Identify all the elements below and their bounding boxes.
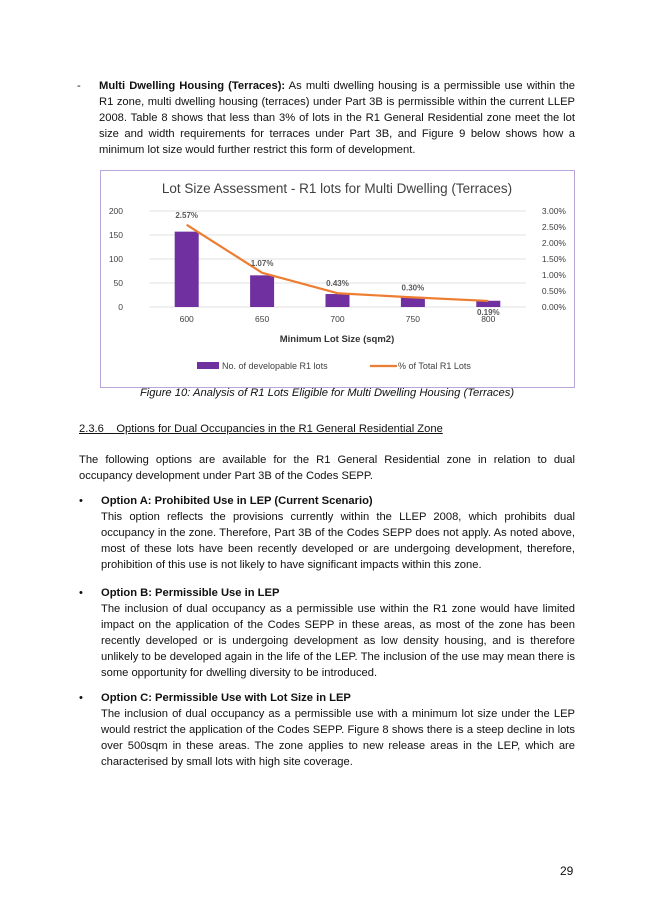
y-right-tick-label: 2.50% (541, 222, 566, 232)
x-axis-title: Minimum Lot Size (sqm2) (279, 334, 395, 345)
intro-paragraph: The following options are available for the R1 General Residential zone in relation to dual occupancy development under Part 3B of the Codes SEPP. (79, 454, 575, 482)
y-right-tick-label: 0.50% (541, 286, 566, 296)
chart-legend (197, 361, 471, 371)
chart-title: Lot Size Assessment - R1 lots for Multi Dwelling (Terraces) (161, 181, 513, 196)
dash-marker: - (77, 80, 81, 92)
option-a-body: This option reflects the provisions currently within the LLEP 2008, which prohibits dual occupancy in the zone. Therefore, Part 3B of the Codes SEPP does not apply. As noted above, most of these lots have been recently developed or are undergoing development, therefore, prohibition of this use is not likely to have significant impacts within this zone. (101, 511, 575, 571)
y-left-tick-label: 100 (108, 254, 123, 264)
y-right-tick-label: 2.00% (541, 238, 566, 248)
data-label: 2.57% (175, 210, 199, 220)
legend-line-label: % of Total R1 Lots (398, 361, 471, 371)
x-tick-label: 800 (481, 314, 496, 324)
chart-svg (101, 171, 574, 387)
x-tick-label: 750 (405, 314, 420, 324)
legend-bar-label: No. of developable R1 lots (222, 361, 328, 371)
y-left-tick-label: 50 (113, 278, 123, 288)
data-label: 0.30% (401, 283, 425, 293)
multi-dwelling-text: As multi dwelling housing is a permissible use within the R1 zone, multi dwelling housing (terraces) under Part 3B is permissible within the current LLEP 2008. Table 8 shows that less than 3% of lots in the R1 General Residential zone meet the lot size and width requirements for terraces under Part 3B, and Figure 9 below shows how a minimum lot size would further restrict this form of development. (99, 80, 576, 156)
option-c-title: Option C: Permissible Use with Lot Size in LEP (101, 692, 351, 704)
section-number: 2.3.6 (79, 423, 104, 435)
legend-bar-swatch (197, 362, 219, 369)
multi-dwelling-body (99, 78, 575, 158)
bullet-marker: • (79, 587, 83, 599)
y-right-tick-label: 3.00% (541, 206, 566, 216)
bar (326, 294, 350, 307)
data-label: 1.07% (250, 258, 274, 268)
data-label: 0.43% (326, 279, 349, 289)
bullet-marker: • (79, 495, 83, 507)
x-tick-label: 650 (255, 314, 270, 324)
bar (476, 301, 500, 307)
figure-caption: Figure 10: Analysis of R1 Lots Eligible for Multi Dwelling Housing (Terraces) (139, 387, 515, 399)
multi-dwelling-heading: Multi Dwelling Housing (Terraces): (99, 80, 286, 92)
percent-line (187, 225, 489, 301)
option-b-title: Option B: Permissible Use in LEP (101, 587, 280, 599)
option-a-title: Option A: Prohibited Use in LEP (Current Scenario) (101, 495, 373, 507)
section-title: Options for Dual Occupancies in the R1 General Residential Zone (116, 423, 443, 435)
x-tick-label: 600 (179, 314, 194, 324)
x-tick-label: 700 (330, 314, 345, 324)
y-right-tick-label: 0.00% (541, 302, 566, 312)
lot-size-chart (100, 170, 575, 388)
y-left-tick-label: 200 (108, 206, 123, 216)
page-number: 29 (560, 864, 574, 878)
y-left-tick-label: 150 (108, 230, 123, 240)
bar (175, 232, 199, 307)
option-c-body: The inclusion of dual occupancy as a permissible use with a minimum lot size under the LEP would restrict the application of the Codes SEPP. Figure 8 shows there is a steep decline in lots over 500sqm in these areas. The zone applies to new release areas in the LEP, which are characterised by small lots with high site coverage. (101, 708, 575, 768)
data-label: 0.19% (476, 307, 500, 317)
section-heading (79, 423, 443, 435)
bar (250, 275, 274, 307)
option-b-body: The inclusion of dual occupancy as a permissible use within the R1 zone would have limited impact on the application of the Codes SEPP in these areas, as most of the zone has been recently developed or is undergoing development as low density housing, and is therefore unlikely to be developed again in the life of the LEP. The inclusion of the use may mean there is some opportunity for dwelling diversity to be introduced. (101, 603, 575, 679)
y-right-tick-label: 1.00% (541, 270, 566, 280)
y-left-tick-label: 0 (118, 302, 123, 312)
y-right-tick-label: 1.50% (541, 254, 566, 264)
bullet-marker: • (79, 692, 83, 704)
